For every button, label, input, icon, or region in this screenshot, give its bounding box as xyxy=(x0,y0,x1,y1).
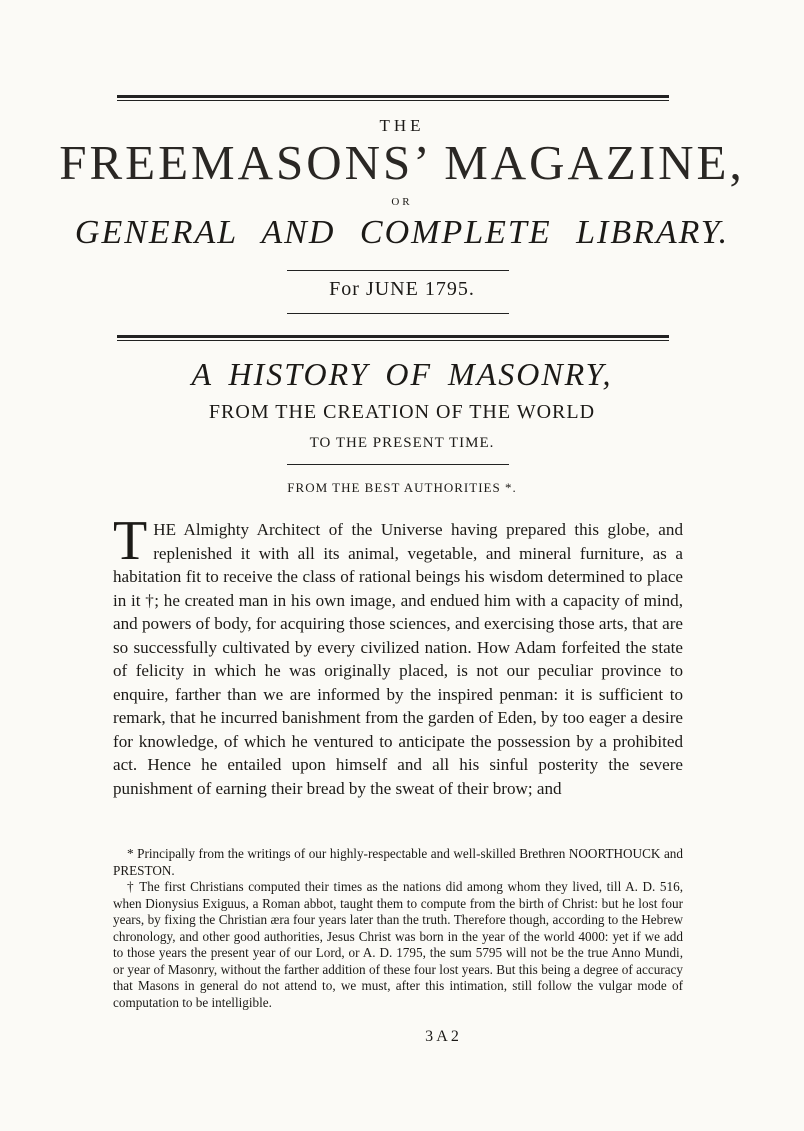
issue-rule-bottom xyxy=(287,313,509,314)
article-title: A HISTORY OF MASONRY, xyxy=(191,356,613,392)
drop-cap: T xyxy=(113,510,148,572)
issue-date: For JUNE 1795. xyxy=(329,278,475,300)
top-double-rule-thin xyxy=(117,100,669,101)
magazine-title: FREEMASONS’ MAGAZINE, xyxy=(59,135,745,190)
magazine-subtitle: GENERAL AND COMPLETE LIBRARY. xyxy=(74,214,730,251)
article-authorities: FROM THE BEST AUTHORITIES *. xyxy=(287,480,517,495)
section-double-rule xyxy=(117,335,669,338)
article-body xyxy=(113,510,683,800)
article-body-text: HE Almighty Architect of the Universe having prepared this globe, and replenished it with all its animal, vegetable, and mineral furniture, as a habitation fit to receive the class of rational beings his wisdom determined to place in it †; he created man in his own image, and endued him with a capacity of mind, and powers of body, for acquiring those sciences, and exercising those arts, that are so successfully cultivated by every civilized nation. How Adam forfeited the state of felicity in which he was originally placed, is not our peculiar province to enquire, farther than we are informed by the inspired penman: it is sufficient to remark, that he incurred banishment from the garden of Eden, by too eager a desire for knowledge, of which he ventured to anticipate the possession by a prohibited act. Hence he entailed upon himself and all his sinful posterity the severe punishment of earning their bread by the sweat of their brow; and xyxy=(113,520,683,798)
section-double-rule-thin xyxy=(117,340,669,341)
signature-mark xyxy=(0,1028,804,1046)
top-double-rule xyxy=(117,95,669,98)
footnote-principal-sources: * Principally from the writings of our highly-respectable and well-skilled Brethren NOORTHOUCK and PRESTON. xyxy=(113,846,683,878)
signature-text: 3 A 2 xyxy=(425,1028,459,1045)
masthead-or: OR xyxy=(391,196,413,208)
masthead-the: THE xyxy=(379,116,425,135)
footnote-computation: † The first Christians computed their times as the nations did among whom they lived, till A. D. 516, when Dionysius Exiguus, a Roman abbot, taught them to compute from the birth of Christ: but he lost four years, by fixing the Christian æra four years later than the truth. Therefore though, according to the Hebrew chronology, and other good authorities, Jesus Christ was born in the year of the world 4000: yet if we add to those years the present year of our Lord, or A. D. 1795, the sum 5795 will not be the true Anno Mundi, or year of Masonry, without the farther addition of these four lost years. But this being a degree of accuracy that Masons in general do not attend to, we must, after this intimation, still follow the vulgar mode of computation to be intelligible. xyxy=(113,879,683,1010)
article-subtitle-to: TO THE PRESENT TIME. xyxy=(309,435,495,451)
article-subtitle-from: FROM THE CREATION OF THE WORLD xyxy=(208,401,596,423)
footnotes xyxy=(113,846,683,1011)
issue-rule-top xyxy=(287,270,509,271)
article-rule xyxy=(287,464,509,465)
